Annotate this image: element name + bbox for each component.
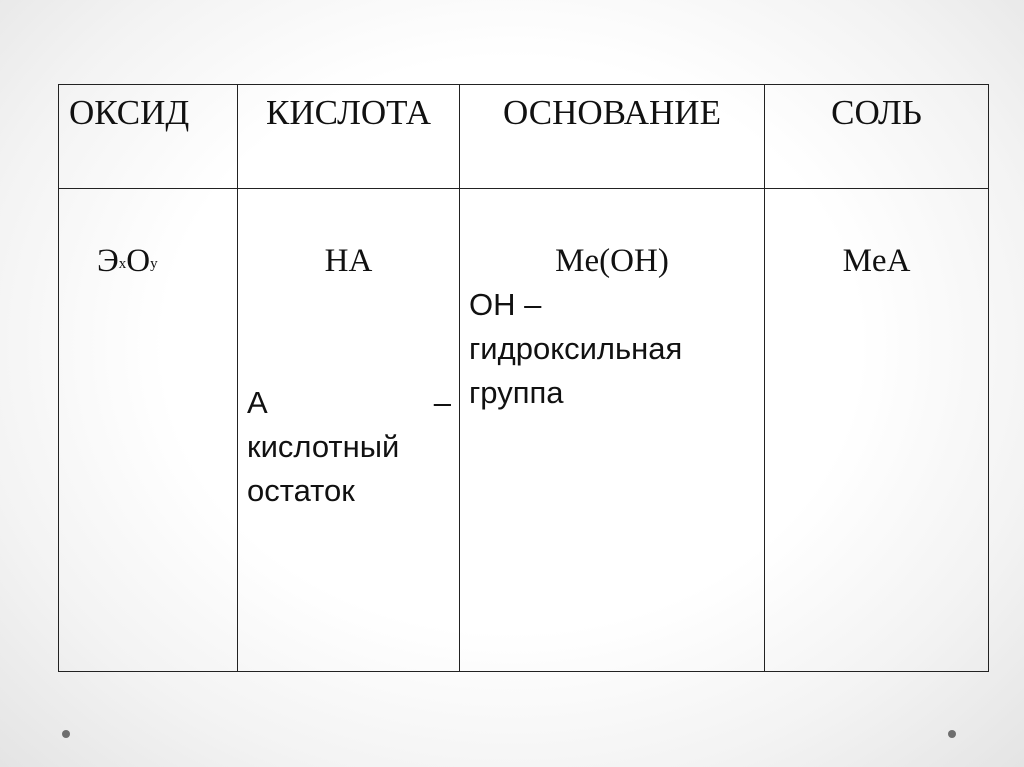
oxide-element: Э <box>97 243 119 279</box>
acid-note-a: A <box>247 385 268 420</box>
corner-dot-left <box>62 730 70 738</box>
base-formula: Me(OH) <box>555 243 669 279</box>
header-salt: СОЛЬ <box>765 85 989 189</box>
salt-formula: MeA <box>842 243 911 279</box>
cell-oxide <box>59 189 238 672</box>
cell-salt <box>765 189 989 672</box>
acid-note-line <box>247 381 451 425</box>
acid-note <box>247 381 451 513</box>
oxide-oxygen: O <box>126 243 151 279</box>
acid-note-line: кислотный <box>247 429 400 464</box>
cell-base <box>460 189 765 672</box>
acid-formula: HA <box>324 243 373 279</box>
oxide-subscript-x: x <box>118 256 127 272</box>
oxide-formula <box>97 245 158 278</box>
header-base: ОСНОВАНИЕ <box>460 85 765 189</box>
base-note-line: гидроксильная <box>469 331 683 366</box>
table-row <box>59 189 989 672</box>
corner-dot-right <box>948 730 956 738</box>
cell-acid <box>238 189 460 672</box>
base-note-line: группа <box>469 375 564 410</box>
base-note <box>469 283 756 415</box>
oxide-subscript-y: y <box>150 256 158 272</box>
header-oxide: ОКСИД <box>59 85 238 189</box>
acid-note-line: остаток <box>247 473 355 508</box>
table-header-row <box>59 85 989 189</box>
header-acid: КИСЛОТА <box>238 85 460 189</box>
base-note-line: OH – <box>469 287 542 322</box>
classification-table <box>58 84 989 672</box>
acid-note-dash: – <box>433 385 451 420</box>
